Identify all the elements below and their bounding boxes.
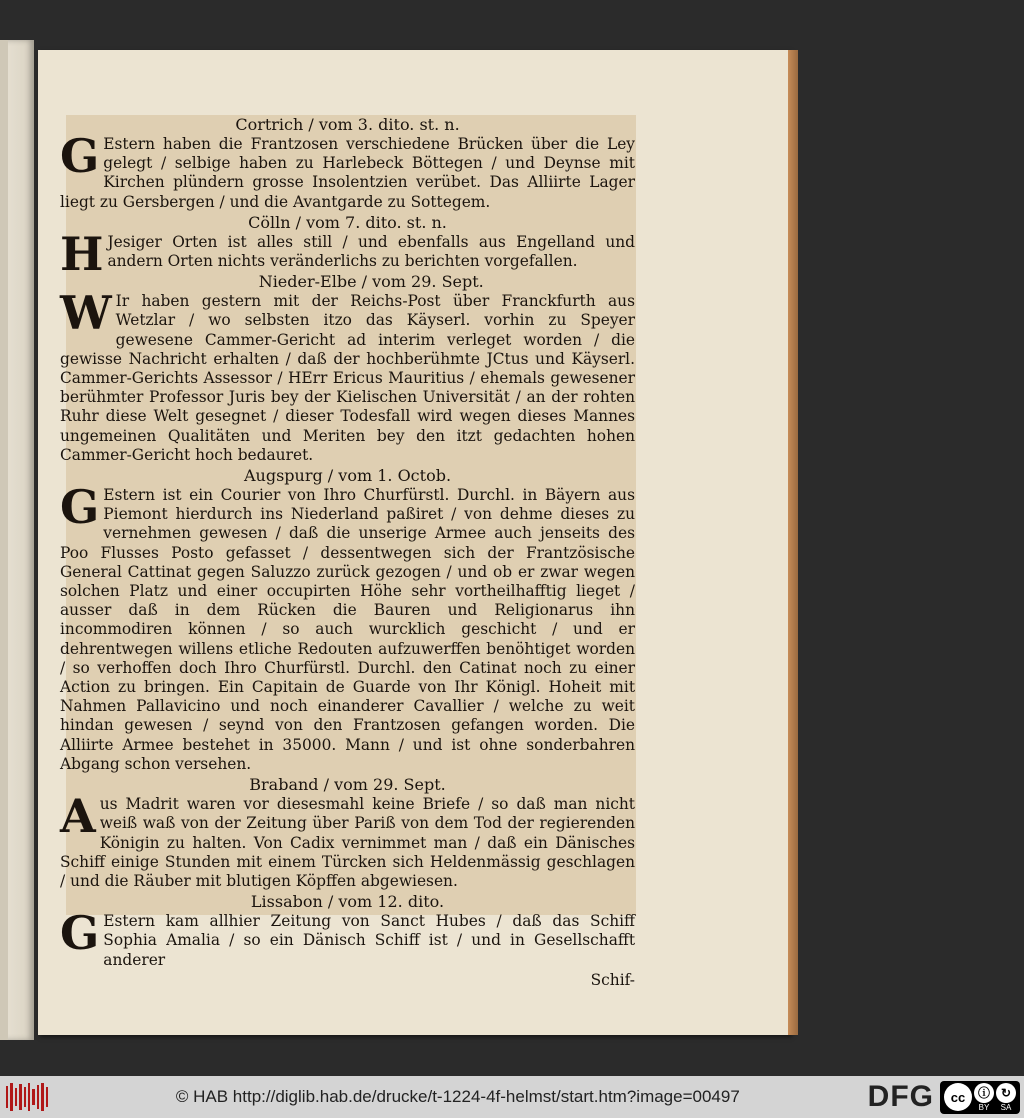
library-barcode-logo [6,1082,48,1112]
section-heading: Cortrich / vom 3. dito. st. n. [235,115,460,134]
section-heading: Augspurg / vom 1. Octob. [243,466,452,486]
dropcap: H [60,226,104,281]
dropcap: W [60,286,112,341]
dfg-logo: DFG [867,1080,934,1113]
section-heading: Nieder-Elbe / vom 29. Sept. [258,272,484,292]
dropcap: G [60,480,100,535]
left-page-strip [0,40,8,1040]
section-heading: Cölln / vom 7. dito. st. n. [248,212,447,232]
cc-license-badge[interactable] [940,1081,1020,1114]
section-coelln [60,212,635,281]
dropcap: A [60,789,96,844]
section-text: G Estern kam allhier Zeitung von Sanct Hubes / daß das Schiff Sophia Amalia / so ein Dänisch Schiff ist / und in Gesellschafft anderer [60,906,635,969]
section-augspurg [60,466,635,774]
section-text: Aus Madrit waren vor diesesmahl keine Briefe / so daß man nicht weiß waß von der Zeitung über Pariß von dem Tod der regierenden Königin zu halten. Von Cadix vernimmet man / daß ein Dänisches Schiff einige Stunden mit einem Türcken sich Heldenmässig geschlagen / und die Räuber mit blutigen Köpffen abgewiesen. [60,789,635,890]
section-cortrich [60,115,635,212]
section-lissabon [60,892,635,970]
section-text: G Estern ist ein Courier von Ihro Churfürstl. Durchl. in Bäyern aus Piemont hierdurch ins Niederland paßiret / von dehme dieses zu vernehmen gewesen / daß die unserige Armee auch jenseits des Poo Flusses Posto gefasset / dessentwegen sich der Frantzösische General Cattinat gegen Saluzzo zurück gezogen / und ob er zwar wegen solchen Platz und einer occupirten Höhe sehr vortheilhafftig lieget / ausser daß in dem Rücken die Bauren und Religionarus ihn incommodiren können / so auch wurcklich geschicht / und er dehrentwegen willens etliche Redouten aufzuwerffen benöhtiget worden / so verhoffen doch Ihro Churfürstl. Durchl. den Catinat noch zu einer Action zu bringen. Ein Capitain de Guarde von Ihr Königl. Hoheit mit Nahmen Pallavicino und noch einanderer Cavallier / welche zu weit hindan gewesen / seynd von den Frantzosen gefangen worden. Die Alliirte Armee bestehet in 35000. Mann / und ist ohne sonderbahren Abgang schon versehen. [60,480,635,773]
article-body [60,115,635,990]
page-edge-shadow [788,50,798,1035]
section-heading: Lissabon / vom 12. dito. [250,892,445,912]
copyright-link[interactable]: © HAB http://diglib.hab.de/drucke/t-1224-4f-helmst/start.htm?image=00497 [175,1087,740,1106]
section-text: W Ir haben gestern mit der Reichs-Post über Franckfurth aus Wetzlar / wo selbsten itzo das Käyserl. vorhin zu Speyer gewesene Cammer-Gericht ad interim verleget worden / die gewisse Nachricht erhalten / daß der hochberühmte JCtus und Käyserl. Cammer-Gerichts Assessor / HErr Ericus Mauritius / ehemals gewesener berühmter Professor Juris bey der Kielischen Universität / an der rohten Ruhr diese Welt gesegnet / dieser Todesfall wird wegen dieses Mannes ungemeinen Qualitäten und Meriten bey den itzt gedachten hohen Cammer-Gericht hoch bedauret. [60,286,635,464]
section-text: H Jesiger Orten ist alles still / und ebenfalls aus Engelland und andern Orten nichts veränderlichs zu berichten vorgefallen. [60,226,635,281]
dropcap: G [60,906,100,961]
catchword: Schif- [590,970,635,989]
section-text: G Estern haben die Frantzosen verschiedene Brücken über die Ley gelegt / selbige haben zu Harlebeck Böttegen / und Deynse mit Kirchen plündern grosse Insolentzien verübet. Das Alliirte Lager liegt zu Gersbergen / und die Avantgarde zu Sottegem. [60,129,635,211]
section-braband [60,775,635,891]
cc-icon: cc [944,1083,972,1111]
by-icon: ⓘ BY [974,1083,994,1112]
section-heading: Braband / vom 29. Sept. [249,775,446,795]
dropcap: G [60,129,100,183]
section-nieder-elbe [60,272,635,465]
viewer-footer [0,1076,1024,1118]
sa-icon: ↻ SA [996,1083,1016,1112]
